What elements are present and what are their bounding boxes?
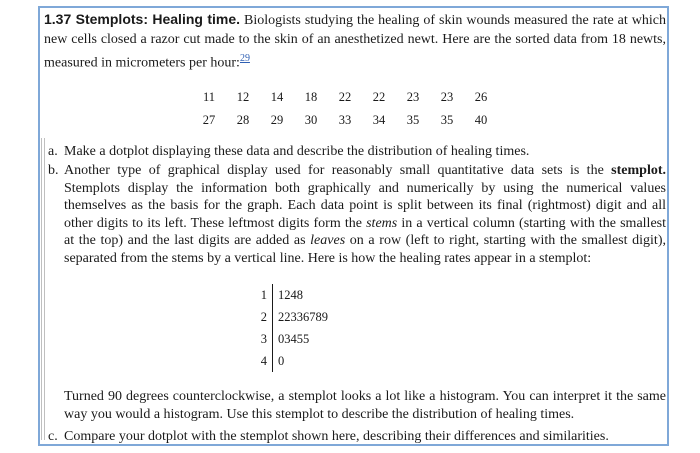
- problem-heading: 1.37 Stemplots: Healing time.: [44, 11, 241, 27]
- data-value: 22: [372, 90, 386, 104]
- stems-term: stems: [366, 215, 398, 231]
- stemplot-row: [252, 350, 328, 372]
- stem-value: 4: [252, 350, 273, 372]
- data-value: 23: [440, 90, 454, 104]
- part-b-text-4: on a row (left to right, starting with the smallest digit), separated from the stems by a vertical line. Here is how the healing rates appear in a stemplot:: [64, 233, 666, 266]
- stem-value: 1: [252, 284, 273, 306]
- stemplot-row: [252, 306, 328, 328]
- data-value: 28: [236, 113, 250, 127]
- problem-intro-text: Biologists studying the healing of skin wounds measured the rate at which new cells closed a razor cut made to the skin of an anesthetized newt. Here are the sorted data from 18 newts, measured in micrometers per hour:: [44, 13, 666, 71]
- part-b: [48, 162, 666, 267]
- part-c-label: c.: [48, 429, 58, 444]
- data-table: [192, 86, 498, 132]
- stemplot: [252, 284, 328, 372]
- part-b-text-2: Stemplots display the information both graphically and numerically by using the numerical values themselves as the basis for the graph. Each data point is split between its final (rightmost) digit and all other digits to its left. These leftmost digits form the: [64, 180, 666, 231]
- data-value: 34: [372, 113, 386, 127]
- problem-intro: [44, 10, 666, 73]
- data-value: 40: [474, 113, 488, 127]
- leaf-values: 0: [278, 354, 285, 368]
- part-c-text: Compare your dotplot with the stemplot shown here, describing their differences and similarities.: [64, 429, 609, 444]
- parts-margin-rule: [41, 138, 45, 440]
- stemplot-followup: Turned 90 degrees counterclockwise, a stemplot looks a lot like a histogram. You can interpret it the same way you would a histogram. Use this stemplot to describe the distribution of healing times.: [64, 389, 666, 422]
- part-b-text-3: in a vertical column (starting with the smallest at the top) and the last digits are added as: [64, 215, 666, 248]
- part-b-label: b.: [48, 163, 59, 178]
- data-row: [192, 109, 498, 132]
- data-value: 11: [202, 90, 216, 104]
- data-value: 29: [270, 113, 284, 127]
- data-value: 26: [474, 90, 488, 104]
- leaves-term: leaves: [310, 233, 346, 248]
- data-value: 35: [440, 113, 454, 127]
- data-value: 35: [406, 113, 420, 127]
- data-value: 12: [236, 90, 250, 104]
- data-value: 14: [270, 90, 284, 104]
- part-c: [48, 428, 666, 446]
- part-b-text-1: Another type of graphical display used for reasonably small quantitative data sets is the: [64, 163, 612, 178]
- part-a-text: Make a dotplot displaying these data and describe the distribution of healing times.: [64, 144, 530, 159]
- part-a: [48, 143, 666, 161]
- part-a-label: a.: [48, 144, 58, 159]
- stemplot-row: [252, 284, 328, 306]
- stemplot-term: stemplot.: [611, 163, 666, 178]
- data-value: 33: [338, 113, 352, 127]
- data-value: 18: [304, 90, 318, 104]
- leaf-values: 22336789: [278, 310, 328, 324]
- data-value: 30: [304, 113, 318, 127]
- data-value: 22: [338, 90, 352, 104]
- footnote-link[interactable]: 29: [239, 53, 250, 64]
- data-value: 23: [406, 90, 420, 104]
- stem-value: 3: [252, 328, 273, 350]
- stemplot-row: [252, 328, 328, 350]
- stem-value: 2: [252, 306, 273, 328]
- data-row: [192, 86, 498, 109]
- data-value: 27: [202, 113, 216, 127]
- part-b-text: [64, 162, 666, 267]
- leaf-values: 03455: [278, 332, 310, 346]
- leaf-values: 1248: [278, 288, 303, 302]
